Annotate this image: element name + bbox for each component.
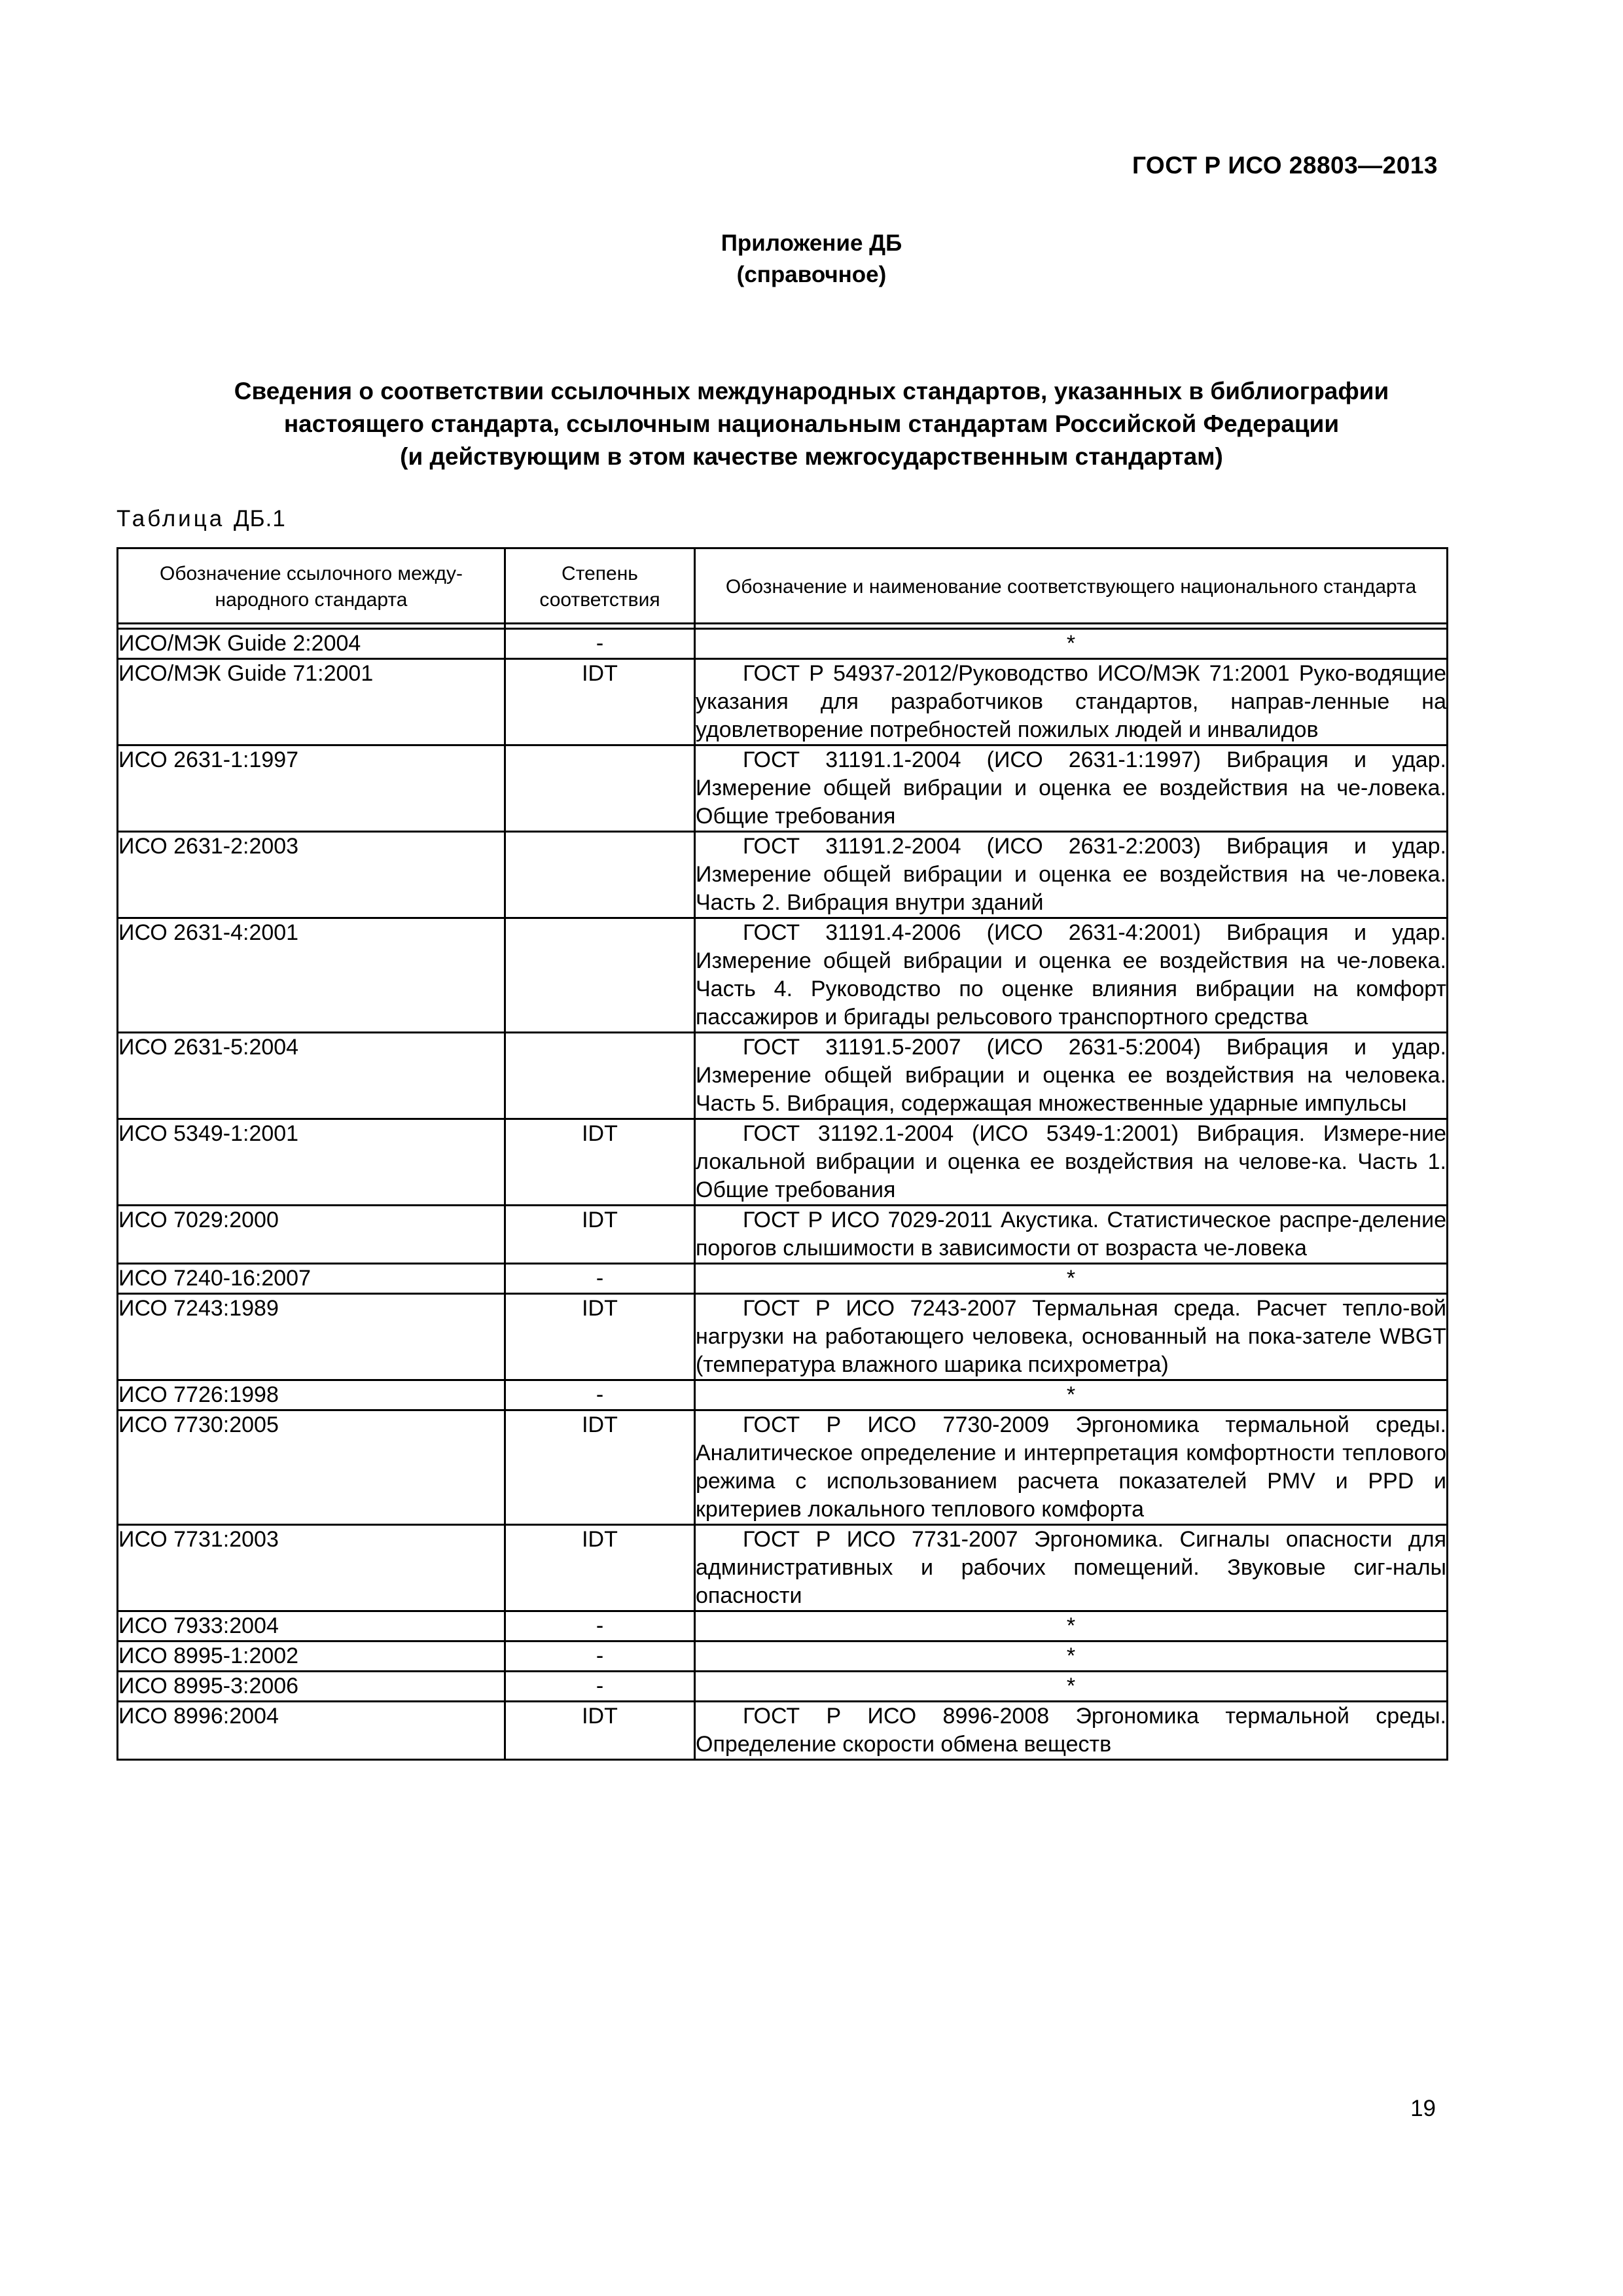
cell-correspondence-degree: IDT bbox=[505, 1702, 695, 1760]
cell-international-standard: ИСО 7029:2000 bbox=[118, 1206, 505, 1264]
cell-national-standard: ГОСТ 31191.5-2007 (ИСО 2631-5:2004) Вибрация и удар. Измерение общей вибрации и оценка ее воздействия на человека. Часть 5. Вибрация, содержащая множественные ударные импульсы bbox=[695, 1033, 1448, 1119]
cell-international-standard: ИСО 7933:2004 bbox=[118, 1611, 505, 1641]
header-correspondence-degree: Степень соответствия bbox=[505, 548, 695, 624]
table-row bbox=[118, 1611, 1448, 1641]
table-row bbox=[118, 1033, 1448, 1119]
cell-national-standard: ГОСТ Р 54937-2012/Руководство ИСО/МЭК 71:2001 Руко-водящие указания для разработчиков стандартов, направ-ленные на удовлетворение потребностей пожилых людей и инвалидов bbox=[695, 659, 1448, 745]
cell-international-standard: ИСО 2631-5:2004 bbox=[118, 1033, 505, 1119]
cell-international-standard: ИСО 2631-1:1997 bbox=[118, 745, 505, 832]
section-title-line-2: настоящего стандарта, ссылочным национальным стандартам Российской Федерации bbox=[283, 410, 1340, 437]
cell-correspondence-degree bbox=[505, 1033, 695, 1119]
cell-national-standard: * bbox=[695, 629, 1448, 659]
cell-correspondence-degree: - bbox=[505, 1641, 695, 1672]
cell-correspondence-degree: - bbox=[505, 1672, 695, 1702]
cell-correspondence-degree bbox=[505, 918, 695, 1033]
cell-correspondence-degree: IDT bbox=[505, 1294, 695, 1380]
cell-international-standard: ИСО 5349-1:2001 bbox=[118, 1119, 505, 1206]
cell-national-standard: ГОСТ 31192.1-2004 (ИСО 5349-1:2001) Вибрация. Измере-ние локальной вибрации и оценка ее воздействия на челове-ка. Часть 1. Общие требования bbox=[695, 1119, 1448, 1206]
table-row bbox=[118, 629, 1448, 659]
table-row bbox=[118, 1119, 1448, 1206]
correspondence-table bbox=[116, 547, 1448, 1761]
cell-national-standard: * bbox=[695, 1264, 1448, 1294]
table-row bbox=[118, 1525, 1448, 1611]
cell-correspondence-degree: IDT bbox=[505, 1119, 695, 1206]
cell-correspondence-degree: - bbox=[505, 1611, 695, 1641]
table-row bbox=[118, 1264, 1448, 1294]
cell-national-standard: * bbox=[695, 1641, 1448, 1672]
page-number: 19 bbox=[1410, 2096, 1436, 2121]
document-code: ГОСТ Р ИСО 28803—2013 bbox=[1132, 152, 1438, 179]
annex-heading bbox=[0, 228, 1623, 291]
cell-correspondence-degree bbox=[505, 832, 695, 918]
section-title bbox=[0, 375, 1623, 473]
cell-national-standard: ГОСТ Р ИСО 7243-2007 Термальная среда. Расчет тепло-вой нагрузки на работающего человека, основанный на пока-зателе WBGT (температура влажного шарика психрометра) bbox=[695, 1294, 1448, 1380]
cell-international-standard: ИСО 2631-4:2001 bbox=[118, 918, 505, 1033]
cell-correspondence-degree: IDT bbox=[505, 1410, 695, 1525]
cell-international-standard: ИСО 7243:1989 bbox=[118, 1294, 505, 1380]
cell-national-standard: ГОСТ 31191.1-2004 (ИСО 2631-1:1997) Вибрация и удар. Измерение общей вибрации и оценка ее воздействия на че-ловека. Общие требования bbox=[695, 745, 1448, 832]
table-row bbox=[118, 1206, 1448, 1264]
cell-national-standard: ГОСТ Р ИСО 7730-2009 Эргономика термальной среды. Аналитическое определение и интерпретация комфортности теплового режима с использованием расчета показателей PMV и PPD и критериев локального теплового комфорта bbox=[695, 1410, 1448, 1525]
cell-correspondence-degree: IDT bbox=[505, 659, 695, 745]
header-separator bbox=[118, 624, 1448, 629]
table-row bbox=[118, 1702, 1448, 1760]
cell-correspondence-degree: IDT bbox=[505, 1206, 695, 1264]
cell-correspondence-degree: IDT bbox=[505, 1525, 695, 1611]
table-row bbox=[118, 659, 1448, 745]
cell-national-standard: ГОСТ Р ИСО 7029-2011 Акустика. Статистическое распре-деление порогов слышимости в зависимости от возраста че-ловека bbox=[695, 1206, 1448, 1264]
cell-national-standard: ГОСТ 31191.4-2006 (ИСО 2631-4:2001) Вибрация и удар. Измерение общей вибрации и оценка ее воздействия на че-ловека. Часть 4. Руководство по оценке влияния вибрации на комфорт пассажиров и бригады рельсового транспортного средства bbox=[695, 918, 1448, 1033]
section-title-line-1: Сведения о соответствии ссылочных международных стандартов, указанных в библиографии bbox=[234, 378, 1389, 404]
header-national-standard: Обозначение и наименование соответствующего национального стандарта bbox=[695, 548, 1448, 624]
section-title-line-3: (и действующим в этом качестве межгосударственным стандартам) bbox=[400, 443, 1223, 470]
cell-national-standard: ГОСТ Р ИСО 7731-2007 Эргономика. Сигналы опасности для административных и рабочих помещений. Звуковые сиг-налы опасности bbox=[695, 1525, 1448, 1611]
cell-correspondence-degree: - bbox=[505, 1380, 695, 1410]
table-body bbox=[118, 624, 1448, 1760]
cell-international-standard: ИСО 7730:2005 bbox=[118, 1410, 505, 1525]
annex-subtitle: (справочное) bbox=[736, 262, 887, 287]
table-row bbox=[118, 1380, 1448, 1410]
cell-national-standard: ГОСТ 31191.2-2004 (ИСО 2631-2:2003) Вибрация и удар. Измерение общей вибрации и оценка ее воздействия на че-ловека. Часть 2. Вибрация внутри зданий bbox=[695, 832, 1448, 918]
table-row bbox=[118, 1672, 1448, 1702]
table-caption-number: ДБ.1 bbox=[233, 506, 286, 531]
annex-title: Приложение ДБ bbox=[721, 230, 902, 256]
table-caption-word: Таблица bbox=[116, 506, 225, 531]
table-row bbox=[118, 1410, 1448, 1525]
cell-international-standard: ИСО 8996:2004 bbox=[118, 1702, 505, 1760]
table-row bbox=[118, 832, 1448, 918]
table-row bbox=[118, 1294, 1448, 1380]
cell-correspondence-degree: - bbox=[505, 1264, 695, 1294]
cell-international-standard: ИСО 8995-3:2006 bbox=[118, 1672, 505, 1702]
cell-national-standard: * bbox=[695, 1611, 1448, 1641]
cell-national-standard: ГОСТ Р ИСО 8996-2008 Эргономика термальной среды. Определение скорости обмена веществ bbox=[695, 1702, 1448, 1760]
table-row bbox=[118, 918, 1448, 1033]
cell-international-standard: ИСО/МЭК Guide 2:2004 bbox=[118, 629, 505, 659]
header-international-standard: Обозначение ссылочного между-народного стандарта bbox=[118, 548, 505, 624]
cell-international-standard: ИСО/МЭК Guide 71:2001 bbox=[118, 659, 505, 745]
cell-international-standard: ИСО 7240-16:2007 bbox=[118, 1264, 505, 1294]
cell-correspondence-degree bbox=[505, 745, 695, 832]
cell-international-standard: ИСО 2631-2:2003 bbox=[118, 832, 505, 918]
cell-international-standard: ИСО 8995-1:2002 bbox=[118, 1641, 505, 1672]
cell-national-standard: * bbox=[695, 1380, 1448, 1410]
cell-correspondence-degree: - bbox=[505, 629, 695, 659]
table-caption bbox=[116, 506, 286, 532]
cell-international-standard: ИСО 7726:1998 bbox=[118, 1380, 505, 1410]
cell-international-standard: ИСО 7731:2003 bbox=[118, 1525, 505, 1611]
cell-national-standard: * bbox=[695, 1672, 1448, 1702]
table-header-row bbox=[118, 548, 1448, 624]
table-row bbox=[118, 745, 1448, 832]
table-row bbox=[118, 1641, 1448, 1672]
